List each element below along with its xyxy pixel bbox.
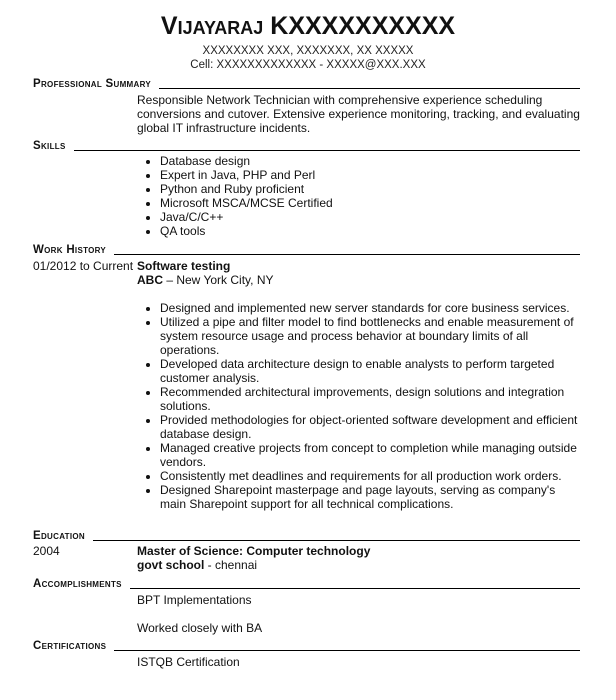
section-accomplishments xyxy=(33,577,580,635)
job-dates: 01/2012 to Current xyxy=(33,259,134,273)
contact-line: Cell: XXXXXXXXXXXXX - XXXXX@XXX.XXX xyxy=(190,59,426,71)
address: XXXXXXXX XXX, XXXXXXX, XX XXXXX xyxy=(202,45,414,57)
skill-item: • Python and Ruby proficient xyxy=(160,182,580,196)
job-bullet: • Consistently met deadlines and requirements for all production work orders. xyxy=(160,469,580,483)
school: govt school xyxy=(137,558,205,572)
accomplishment-item: Worked closely with BA xyxy=(137,621,263,635)
company: ABC xyxy=(137,273,163,287)
section-education xyxy=(33,529,580,572)
job-bullets xyxy=(137,301,580,511)
job-bullet: • Utilized a pipe and filter model to find bottlenecks and enable measurement of system resource usage and process behavior at boundary limits of all operations. xyxy=(160,315,580,357)
section-summary xyxy=(33,77,580,135)
section-title: Skills xyxy=(33,140,66,152)
job-bullet: • Designed and implemented new server standards for core business services. xyxy=(160,301,580,315)
degree: Master of Science xyxy=(137,544,240,558)
school-city: - chennai xyxy=(204,558,258,572)
section-title: Certifications xyxy=(33,640,107,652)
skill-item: • Database design xyxy=(160,154,580,168)
section-title: Work History xyxy=(33,244,107,256)
skill-item: • Microsoft MSCA/MCSE Certified xyxy=(160,196,580,210)
job-location: – New York City, NY xyxy=(163,273,274,287)
job-bullet: • Managed creative projects from concept to completion while managing outside vendors. xyxy=(160,441,580,469)
divider xyxy=(159,88,580,89)
job-bullet: • Designed Sharepoint masterpage and page layouts, serving as company's main Sharepoint support for all technical complications. xyxy=(160,483,580,511)
divider xyxy=(130,588,580,589)
candidate-name xyxy=(0,12,616,40)
job-title: Software testing xyxy=(137,259,231,273)
divider xyxy=(74,150,580,151)
job-bullet: • Developed data architecture design to enable analysts to perform targeted customer analysis. xyxy=(160,357,580,385)
first-name: Vijayaraj xyxy=(160,12,264,40)
section-title: Accomplishments xyxy=(33,578,122,590)
skill-item: • QA tools xyxy=(160,224,580,238)
skills-list xyxy=(137,154,580,238)
job-bullet: • Provided methodologies for object-oriented software development and efficient database design. xyxy=(160,413,580,441)
divider xyxy=(93,540,580,541)
section-title: Education xyxy=(33,530,85,542)
field: : Computer technology xyxy=(239,544,371,558)
last-name: KXXXXXXXXXX xyxy=(270,12,456,40)
skill-item: • Expert in Java, PHP and Perl xyxy=(160,168,580,182)
skill-item: • Java/C/C++ xyxy=(160,210,580,224)
accomplishment-item: BPT Implementations xyxy=(137,593,252,607)
section-skills xyxy=(33,139,580,238)
section-title: Professional Summary xyxy=(33,78,152,90)
certification-item: ISTQB Certification xyxy=(137,655,240,669)
divider xyxy=(114,650,580,651)
section-work-history xyxy=(33,243,580,511)
education-year: 2004 xyxy=(33,544,60,558)
job-bullet: • Recommended architectural improvements, design solutions and integration solutions. xyxy=(160,385,580,413)
summary-text: Responsible Network Technician with comprehensive experience scheduling conversions and cutover. Extensive experience monitoring, tracking, and evaluating global IT infrastructure incidents. xyxy=(137,93,580,135)
divider xyxy=(114,254,580,255)
section-certifications xyxy=(33,639,580,669)
